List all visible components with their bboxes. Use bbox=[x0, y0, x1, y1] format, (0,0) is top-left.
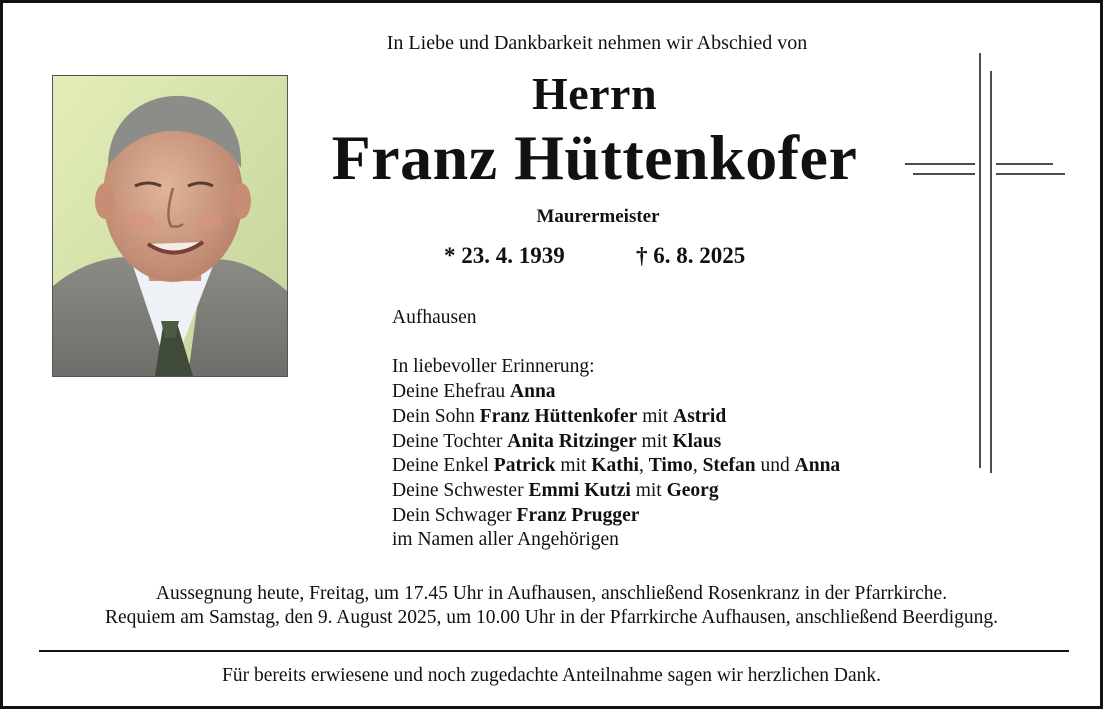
service-info-line-1: Aussegnung heute, Freitag, um 17.45 Uhr in Aufhausen, anschließend Rosenkranz in der Pfarrkirche. bbox=[155, 583, 948, 604]
mourner-name: Anita Ritzinger bbox=[507, 430, 637, 452]
connector-text: mit bbox=[630, 479, 667, 501]
service-info-line-2: Requiem am Samstag, den 9. August 2025, um 10.00 Uhr in der Pfarrkirche Aufhausen, anschließend Beerdigung. bbox=[104, 607, 999, 628]
mourners-block bbox=[392, 306, 840, 553]
mourner-name: Patrick bbox=[493, 455, 556, 477]
connector-text: mit bbox=[636, 430, 673, 452]
connector-text: , bbox=[692, 455, 703, 477]
mourner-line-grandchildren bbox=[392, 454, 840, 479]
relation-label: Dein Schwager bbox=[392, 504, 517, 526]
salutation: Herrn bbox=[531, 68, 658, 119]
mourner-name: Klaus bbox=[672, 430, 722, 452]
connector-text: , bbox=[638, 455, 649, 477]
divider-line bbox=[39, 650, 1069, 652]
relation-label: Deine Tochter bbox=[392, 430, 508, 452]
mourners-closing: im Namen aller Angehörigen bbox=[392, 529, 619, 551]
relation-label: Deine Enkel bbox=[392, 455, 494, 477]
mourner-line-brother-in-law bbox=[392, 504, 840, 529]
relation-label: Deine Schwester bbox=[392, 479, 529, 501]
mourner-line-sister bbox=[392, 479, 840, 504]
mourner-name: Franz Prugger bbox=[516, 504, 640, 526]
mourner-name: Anna bbox=[794, 455, 841, 477]
connector-text: mit bbox=[637, 405, 674, 427]
relation-label: Deine Ehefrau bbox=[392, 381, 511, 403]
mourner-line-son bbox=[392, 405, 840, 430]
birth-date: * 23. 4. 1939 bbox=[444, 243, 565, 268]
mourner-line-wife bbox=[392, 380, 840, 405]
portrait-illustration bbox=[53, 76, 287, 376]
mourner-name: Astrid bbox=[673, 405, 727, 427]
mourner-name: Anna bbox=[510, 381, 556, 403]
connector-text: und bbox=[755, 455, 795, 477]
thanks-text: Für bereits erwiesene und noch zugedachte Anteilnahme sagen wir herzlichen Dank. bbox=[222, 665, 881, 686]
relation-label: Dein Sohn bbox=[392, 405, 480, 427]
place-name: Aufhausen bbox=[392, 307, 477, 328]
connector-text: mit bbox=[555, 455, 592, 477]
cross-ornament bbox=[903, 53, 1068, 473]
mourner-name: Stefan bbox=[702, 455, 756, 477]
mourner-name: Franz Hüttenkofer bbox=[479, 405, 638, 427]
mourner-name: Georg bbox=[666, 479, 719, 501]
mourner-name: Timo bbox=[648, 455, 693, 477]
portrait-photo bbox=[52, 75, 288, 377]
intro-text: In Liebe und Dankbarkeit nehmen wir Abschied von bbox=[386, 32, 808, 54]
deceased-name: Franz Hüttenkofer bbox=[331, 122, 858, 193]
death-date: † 6. 8. 2025 bbox=[636, 243, 746, 268]
mourner-name: Kathi bbox=[591, 455, 639, 477]
profession: Maurermeister bbox=[536, 206, 660, 227]
mourners-heading: In liebevoller Erinnerung: bbox=[392, 356, 595, 378]
mourner-line-daughter bbox=[392, 430, 840, 455]
mourner-name: Emmi Kutzi bbox=[528, 479, 631, 501]
